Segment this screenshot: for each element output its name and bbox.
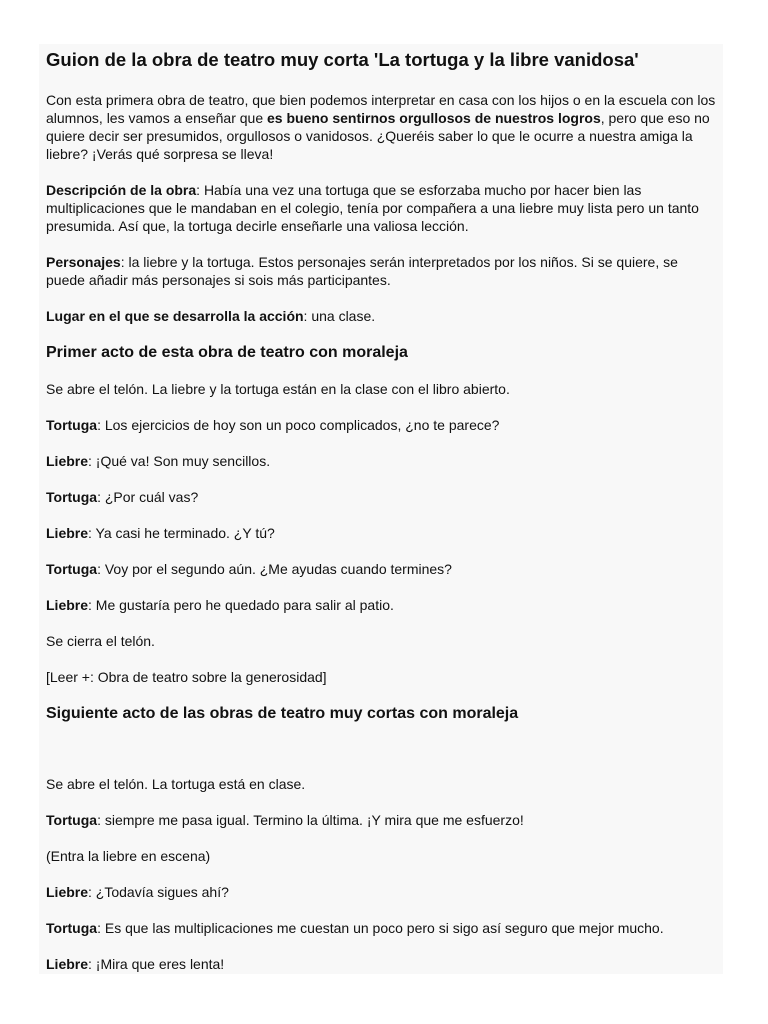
intro-bold-text: es bueno sentirnos orgullosos de nuestros logros xyxy=(267,110,601,126)
act1-heading: Primer acto de esta obra de teatro con moraleja xyxy=(46,344,408,361)
dialogue-line xyxy=(46,811,717,829)
dialogue-text: : Me gustaría pero he quedado para salir al patio. xyxy=(88,597,394,613)
dialogue-text: : ¡Qué va! Son muy sencillos. xyxy=(88,453,271,469)
characters-paragraph xyxy=(46,253,717,289)
dialogue-line xyxy=(46,488,717,506)
characters-label: Personajes xyxy=(46,254,121,270)
description-text: : Había una vez una tortuga que se esforzaba mucho por hacer bien las multiplicaciones que le mandaban en el colegio, tenía por compañera a una liebre muy lista pero un tanto presumida. Así que, la tortuga decirle enseñarle una valiosa lección. xyxy=(46,182,699,234)
intro-text-end: , pero que eso no quiere decir ser presumidos, orgullosos o vanidosos. ¿Queréis saber lo que le ocurre a nuestra amiga la liebre? ¡Verás qué sorpresa se lleva! xyxy=(46,110,710,162)
speaker-name: Liebre xyxy=(46,597,89,613)
act2-heading: Siguiente acto de las obras de teatro muy cortas con moraleja xyxy=(46,705,519,722)
act2-opening: Se abre el telón. La tortuga está en clase. xyxy=(46,776,306,792)
description-paragraph xyxy=(46,181,717,235)
dialogue-line xyxy=(46,919,717,937)
dialogue-text: : Ya casi he terminado. ¿Y tú? xyxy=(88,525,275,541)
speaker-name: Tortuga xyxy=(46,417,98,433)
read-more-link[interactable]: [Leer +: Obra de teatro sobre la generosidad] xyxy=(46,669,327,685)
place-paragraph xyxy=(46,307,717,325)
dialogue-text: : ¡Mira que eres lenta! xyxy=(88,956,225,972)
dialogue-line xyxy=(46,416,717,434)
act1-opening: Se abre el telón. La liebre y la tortuga están en la clase con el libro abierto. xyxy=(46,381,510,397)
dialogue-text: : ¿Todavía sigues ahí? xyxy=(88,884,229,900)
document-page xyxy=(39,44,723,974)
dialogue-line xyxy=(46,883,717,901)
dialogue-line xyxy=(46,524,717,542)
place-text: : una clase. xyxy=(303,308,376,324)
dialogue-text: : ¿Por cuál vas? xyxy=(97,489,199,505)
stage-direction: (Entra la liebre en escena) xyxy=(46,848,211,864)
speaker-name: Tortuga xyxy=(46,561,98,577)
speaker-name: Liebre xyxy=(46,956,89,972)
speaker-name: Liebre xyxy=(46,453,89,469)
dialogue-line xyxy=(46,560,717,578)
dialogue-line xyxy=(46,955,717,973)
act1-closing: Se cierra el telón. xyxy=(46,633,155,649)
intro-paragraph xyxy=(46,91,717,163)
dialogue-line xyxy=(46,452,717,470)
dialogue-text: : Es que las multiplicaciones me cuestan un poco pero si sigo así seguro que mejor mucho. xyxy=(97,920,664,936)
speaker-name: Tortuga xyxy=(46,920,98,936)
characters-text: : la liebre y la tortuga. Estos personajes serán interpretados por los niños. Si se quiere, se puede añadir más personajes si sois más participantes. xyxy=(46,254,678,288)
dialogue-text: : Los ejercicios de hoy son un poco complicados, ¿no te parece? xyxy=(97,417,500,433)
spacer xyxy=(46,741,717,775)
speaker-name: Liebre xyxy=(46,525,89,541)
description-label: Descripción de la obra xyxy=(46,182,197,198)
place-label: Lugar en el que se desarrolla la acción xyxy=(46,308,304,324)
speaker-name: Tortuga xyxy=(46,812,98,828)
dialogue-line xyxy=(46,596,717,614)
document-title: Guion de la obra de teatro muy corta 'La tortuga y la libre vanidosa' xyxy=(46,49,639,70)
speaker-name: Liebre xyxy=(46,884,89,900)
dialogue-text: : Voy por el segundo aún. ¿Me ayudas cuando termines? xyxy=(97,561,452,577)
speaker-name: Tortuga xyxy=(46,489,98,505)
dialogue-text: : siempre me pasa igual. Termino la última. ¡Y mira que me esfuerzo! xyxy=(97,812,524,828)
intro-text: Con esta primera obra de teatro, que bien podemos interpretar en casa con los hijos o en la escuela con los alumnos, les vamos a enseñar que xyxy=(46,92,716,126)
